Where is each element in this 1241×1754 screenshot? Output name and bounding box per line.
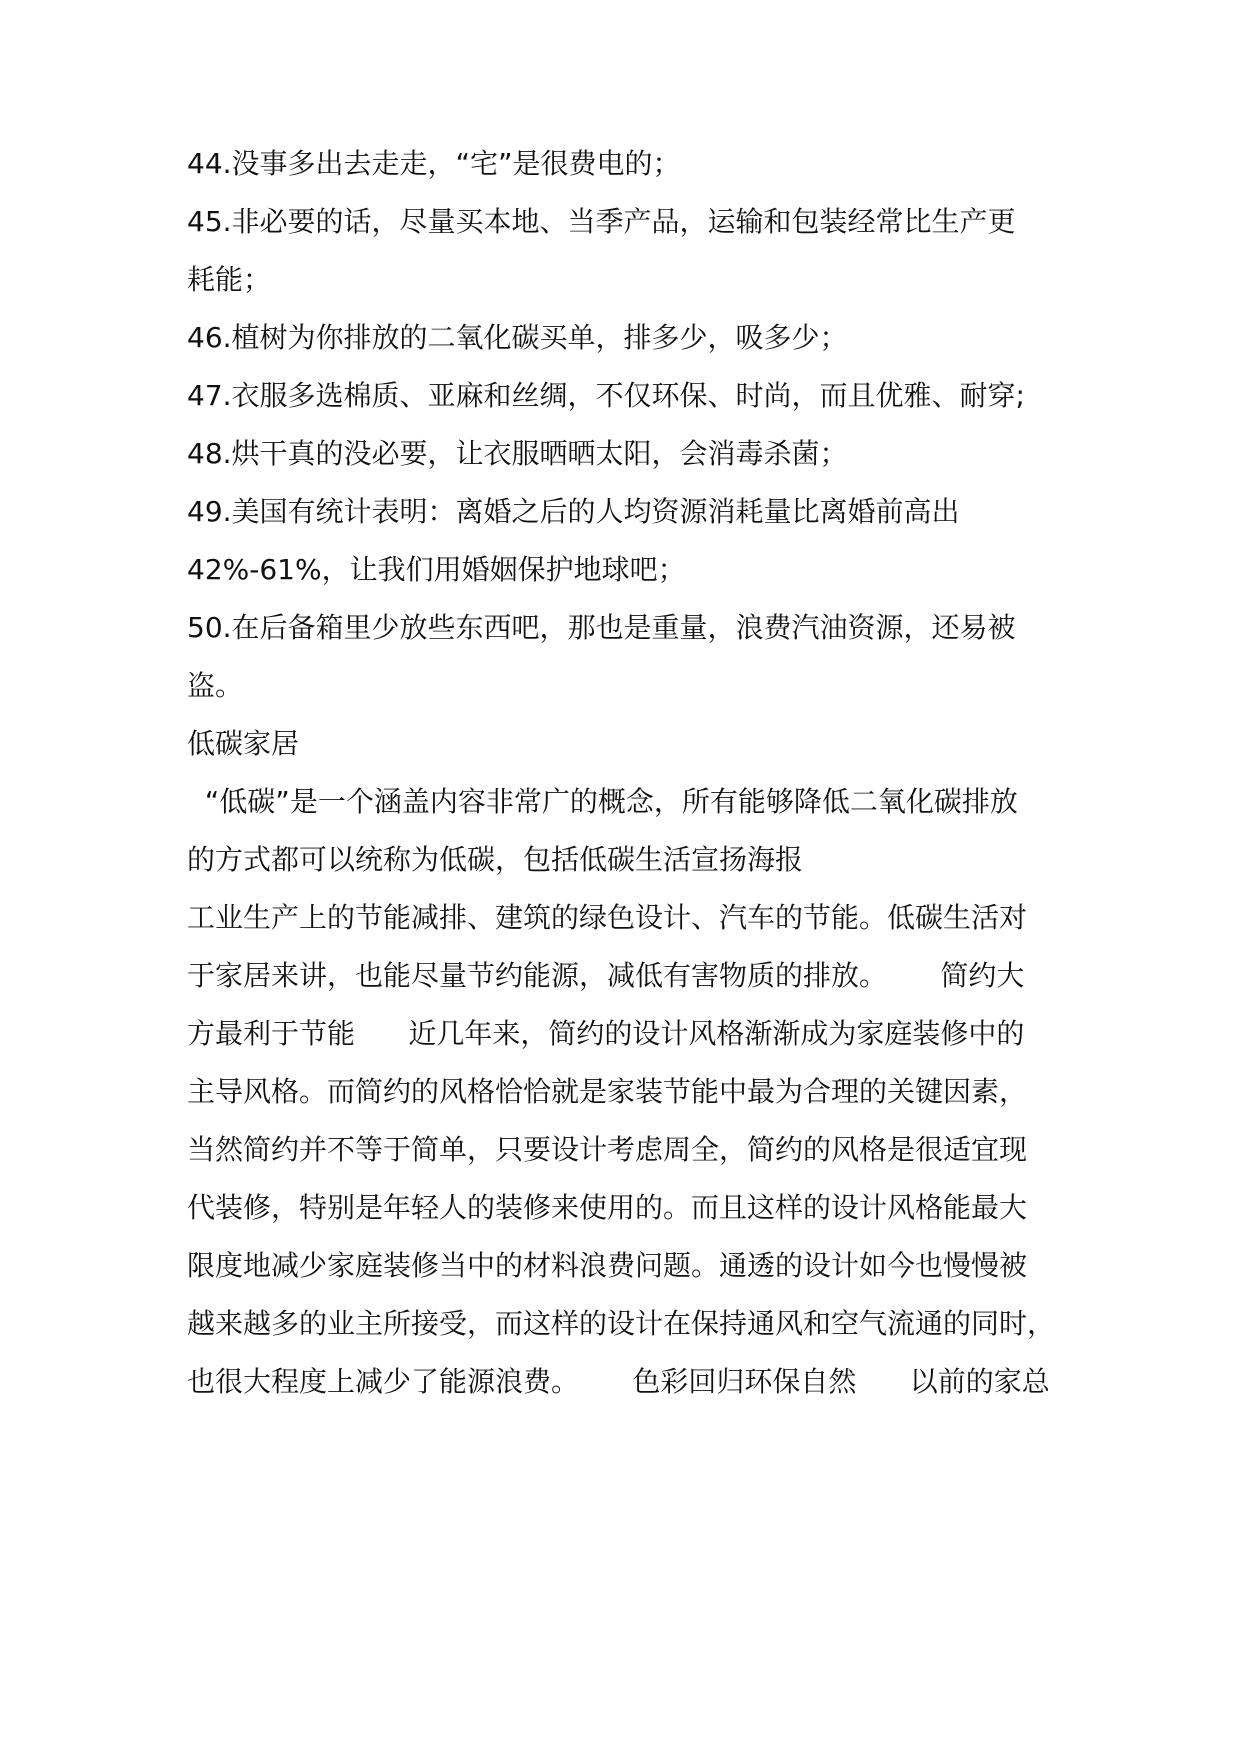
paragraph-line: 也很大程度上减少了能源浪费。 色彩回归环保自然 以前的家总: [187, 1365, 1050, 1398]
paragraph-line: 主导风格。而简约的风格恰恰就是家装节能中最为合理的关键因素，: [187, 1075, 1028, 1108]
list-item: 49.美国有统计表明：离婚之后的人均资源消耗量比离婚前高出: [187, 495, 960, 528]
list-item-continuation: 盗。: [187, 669, 244, 702]
list-item-continuation: 42%-61%，让我们用婚姻保护地球吧；: [187, 553, 686, 586]
paragraph-line: “低碳”是一个涵盖内容非常广的概念，所有能够降低二氧化碳排放: [187, 785, 1018, 818]
paragraph-line: 方最利于节能 近几年来，简约的设计风格渐渐成为家庭装修中的: [187, 1017, 1025, 1050]
list-item: 47.衣服多选棉质、亚麻和丝绸，不仅环保、时尚，而且优雅、耐穿;: [187, 379, 1025, 412]
list-item: 45.非必要的话，尽量买本地、当季产品，运输和包装经常比生产更: [187, 205, 1016, 238]
list-item-continuation: 耗能；: [187, 263, 272, 296]
list-item: 46.植树为你排放的二氧化碳买单，排多少，吸多少；: [187, 321, 848, 354]
list-item: 50.在后备箱里少放些东西吧，那也是重量，浪费汽油资源，还易被: [187, 611, 1016, 644]
paragraph-line: 限度地减少家庭装修当中的材料浪费问题。通透的设计如今也慢慢被: [187, 1249, 1028, 1282]
paragraph-line: 代装修，特别是年轻人的装修来使用的。而且这样的设计风格能最大: [187, 1191, 1028, 1224]
paragraph-line: 于家居来讲，也能尽量节约能源，减低有害物质的排放。 简约大: [187, 959, 1025, 992]
paragraph-line: 越来越多的业主所接受，而这样的设计在保持通风和空气流通的同时，: [187, 1307, 1056, 1340]
list-item: 44.没事多出去走走，“宅”是很费电的；: [187, 147, 681, 180]
list-item: 48.烘干真的没必要，让衣服晒晒太阳，会消毒杀菌；: [187, 437, 848, 470]
paragraph-line: 当然简约并不等于简单，只要设计考虑周全，简约的风格是很适宜现: [187, 1133, 1028, 1166]
section-title: 低碳家居: [187, 727, 300, 760]
paragraph-line: 的方式都可以统称为低碳，包括低碳生活宣扬海报: [187, 843, 804, 876]
paragraph-line: 工业生产上的节能减排、建筑的绿色设计、汽车的节能。低碳生活对: [187, 901, 1028, 934]
